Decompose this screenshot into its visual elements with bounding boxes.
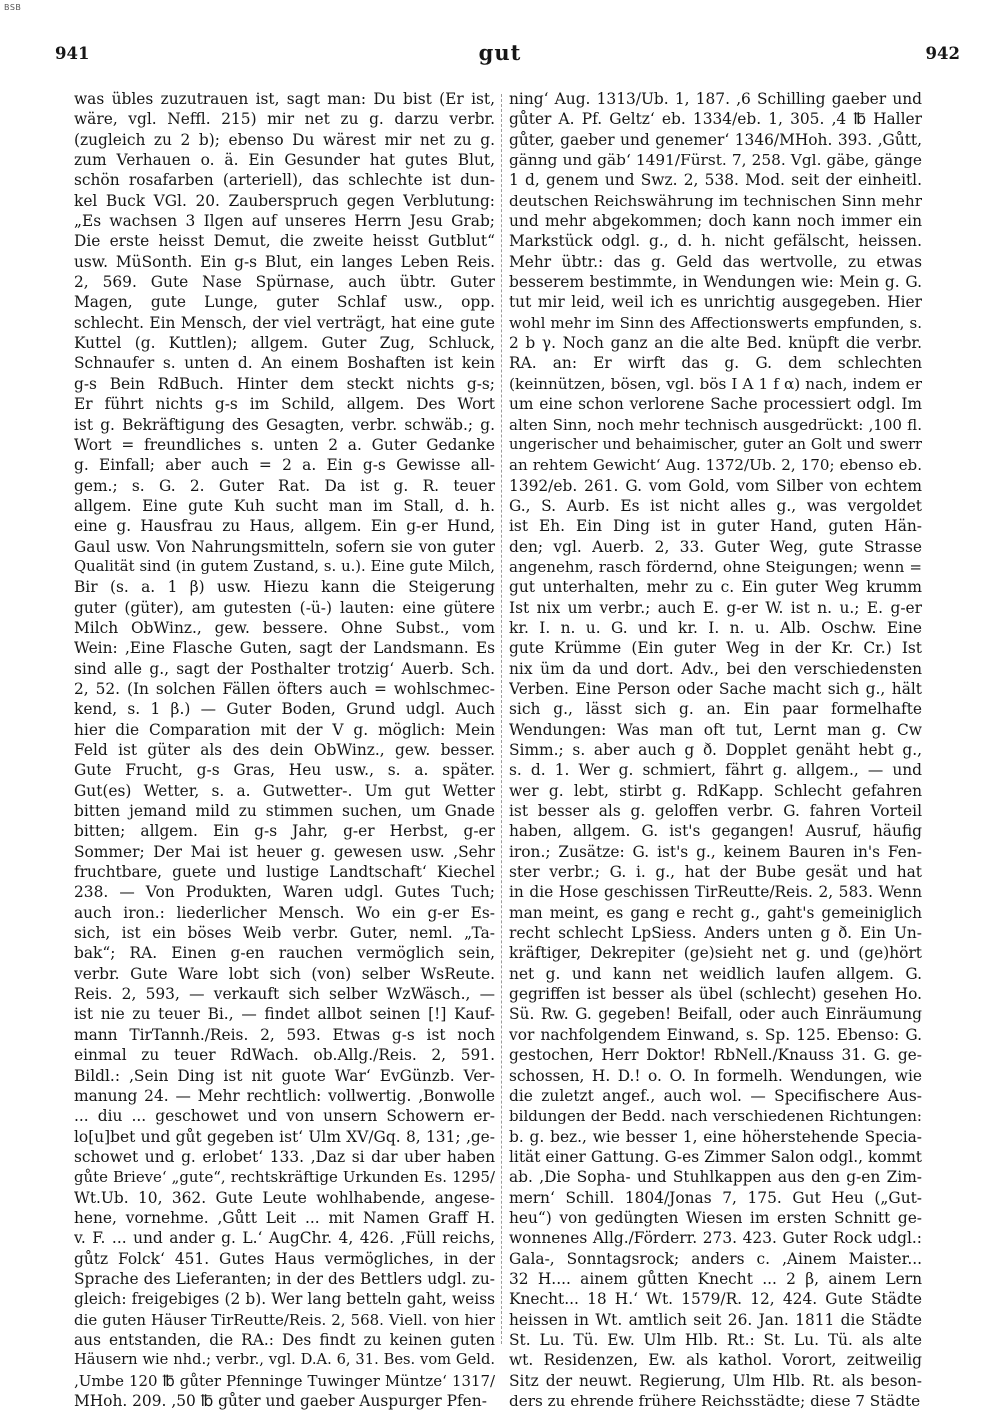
text-line: einmal zu teuer RdWach. ob.Allg./Reis. 2, 591. xyxy=(74,1046,495,1065)
text-line: ning‘ Aug. 1313/Ub. 1, 187. ‚6 Schilling gaeber und xyxy=(509,90,922,108)
text-line: heu“) von gedüngten Wiesen im ersten Schnitt ge- xyxy=(509,1208,922,1227)
running-headword: gut xyxy=(478,40,522,65)
text-line: Sprache des Lieferanten; in der des Bettlers udgl. zu- xyxy=(74,1269,495,1288)
text-line: gut unterhalten, mehr zu c. Ein guter Weg krumm xyxy=(509,578,922,597)
text-line: manung 24. — Mehr rechtlich: vollwertig. ‚Bonwolle xyxy=(74,1086,495,1105)
text-line: gůte Brieve‘ „gute“, rechtskräftige Urkunden Es. 1295/ xyxy=(74,1168,495,1187)
text-line: aus entstanden, die RA.: Des findt zu keinen guten xyxy=(74,1330,495,1349)
text-line: um eine schon verlorene Sache processiert odgl. Im xyxy=(509,395,922,414)
text-line: „Es wachsen 3 Ilgen auf unseres Herrn Jesu Grab; xyxy=(74,212,495,231)
text-line: Wendungen: Was man oft tut, Lernt man g. Cw xyxy=(509,720,922,739)
text-line: lität einer Gattung. G-es Zimmer Salon odgl., kommt xyxy=(509,1147,922,1166)
text-line: Sitz der neuwt. Regierung, Ulm Hlb. Rt. als beson- xyxy=(509,1371,922,1390)
text-line: gleich: freigebiges (2 b). Wer lang betteln gaht, weiss xyxy=(74,1290,495,1309)
text-line: sind alle g., sagt der Posthalter trotzig‘ Auerb. Sch. xyxy=(74,659,495,678)
text-line: lo[u]bet und gůt gegeben ist‘ Ulm XV/Gq. 8, 131; ‚ge- xyxy=(74,1127,495,1146)
text-line: Bildl.: ‚Sein Ding ist nit guote War‘ EvGünzb. Ver- xyxy=(74,1066,495,1085)
text-line: Milch ObWinz., gew. bessere. Ohne Subst., vom xyxy=(74,618,495,637)
text-line: (zugleich zu 2 b); ebenso Du wärest mir net zu g. xyxy=(74,130,495,149)
text-line: wer g. lebt, stirbt g. RdKapp. Schlecht gefahren xyxy=(509,781,922,800)
text-line: ster verbr.; G. i. g., hat der Bube gesät und hat xyxy=(509,863,922,882)
text-line: schowet und g. erlobet‘ 133. ‚Daz si dar uber haben xyxy=(74,1147,495,1166)
text-line: gestochen, Herr Doktor! RbNell./Knauss 31. G. ge- xyxy=(509,1046,922,1065)
text-line: den; vgl. Auerb. 2, 33. Guter Weg, gute Strasse xyxy=(509,537,922,556)
text-line: gegriffen ist besser als übel (schlecht) gesehen Ho. xyxy=(509,985,922,1004)
text-line: vor nachfolgendem Einwand, s. Sp. 125. Ebenso: G. xyxy=(509,1025,922,1044)
text-line: ... diu ... geschowet und von unsern Schowern er- xyxy=(74,1107,495,1126)
text-line: recht schlecht LpSiess. Anders unten g ð. Ein Un- xyxy=(509,924,922,943)
text-line: net g. und kann net weidlich laufen allgem. G. xyxy=(509,964,922,983)
text-line: an rehtem Gewicht‘ Aug. 1372/Ub. 2, 170; ebenso eb. xyxy=(509,456,922,475)
text-line: kr. I. n. u. G. und kr. I. n. u. Alb. Oschw. Eine xyxy=(509,618,922,637)
text-line: wt. Residenzen, Ew. als kathol. Vorort, zeitweilig xyxy=(509,1351,922,1370)
text-line: mern‘ Schill. 1804/Jonas 7, 175. Gut Heu („Gut- xyxy=(509,1188,922,1207)
text-line: heissen in Wt. amtlich seit 26. Jan. 1811 die Städte xyxy=(509,1310,922,1329)
text-line: ist Eh. Ein Ding ist in guter Hand, guten Hän- xyxy=(509,517,922,536)
text-line: eine g. Hausfrau zu Haus, allgem. Ein g-er Hund, xyxy=(74,517,495,536)
text-line: 32 H.... ainem gůtten Knecht ... 2 β, ainem Lern xyxy=(509,1269,922,1288)
text-line: gůter A. Pf. Geltz‘ eb. 1334/eb. 1, 305. ‚4 ℔ Haller xyxy=(509,110,922,129)
text-line: Schnaufer s. unten d. An einem Boshaften ist kein xyxy=(74,354,495,373)
text-line: RA. an: Er wirft das g. G. dem schlechten xyxy=(509,354,922,373)
text-line: alten Sinn, noch mehr technisch ausgedrückt: ‚100 fl. xyxy=(509,415,922,434)
column-divider xyxy=(501,94,502,1344)
text-line: allgem. Eine gute Kuh sucht man im Stall, d. h. xyxy=(74,496,495,515)
left-column xyxy=(74,89,495,1411)
page-header xyxy=(0,36,1000,64)
text-line: 2 b γ. Noch ganz an die alte Bed. knüpft die verbr. xyxy=(509,334,922,353)
text-line: kel Buck VGl. 20. Zauberspruch gegen Verblutung: xyxy=(74,191,495,210)
text-line: St. Lu. Tü. Ew. Ulm Hlb. Rt.: St. Lu. Tü. als alte xyxy=(509,1330,922,1349)
text-line: ist g. Bekräftigung des Gesagten, verbr. schwäb.; g. xyxy=(74,415,495,434)
text-line: bildungen der Bedd. nach verschiedenen Richtungen: xyxy=(509,1107,922,1126)
text-line: Wt.Ub. 10, 362. Gute Leute wohlhabende, angese- xyxy=(74,1188,495,1207)
text-line: Bir (s. a. 1 β) usw. Hiezu kann die Steigerung xyxy=(74,578,495,597)
text-line: ungerischer und behaimischer, guter an Golt und swerr xyxy=(509,436,922,453)
right-column xyxy=(509,89,922,1411)
text-line: sich, ist ein böses Weib verbr. Guter, neml. „Ta- xyxy=(74,924,495,943)
library-mark: BSB xyxy=(4,3,22,12)
text-line: fruchtbare, guete und lustige Landtschaft‘ Kiechel xyxy=(74,863,495,882)
text-line: hier die Comparation mit der V g. möglich: Mein xyxy=(74,720,495,739)
text-line: ders zu ehrende frühere Reichsstädte; diese 7 Städte xyxy=(509,1392,921,1410)
page-number-left: 941 xyxy=(55,44,90,63)
text-line: man meint, es gang e recht g., gaht's gemeiniglich xyxy=(509,903,922,922)
text-line: Kuttel (g. Kuttlen); allgem. Guter Zug, Schluck, xyxy=(74,334,495,353)
text-line: 1392/eb. 261. G. vom Gold, vom Silber von echtem xyxy=(509,476,922,495)
text-line: kräftiger, Dekrepiter (ge)sieht net g. und (ge)hört xyxy=(509,944,922,963)
text-line: bitten; allgem. Ein g-s Jahr, g-er Herbst, g-er xyxy=(74,822,495,841)
text-line: Simm.; s. aber auch g ð. Dopplet genäht hebt g., xyxy=(509,741,922,759)
text-line: auch iron.: liederlicher Mensch. Wo ein g-er Es- xyxy=(74,903,495,922)
text-line: Wein: ‚Eine Flasche Guten, sagt der Landsmann. Es xyxy=(74,639,495,658)
text-line: Markstück odgl. g., d. h. nicht gefälscht, heissen. xyxy=(509,232,922,251)
text-line: Wort = freundliches s. unten 2 a. Guter Gedanke xyxy=(74,435,495,454)
text-line: Er führt nichts g-s im Schild, allgem. Des Wort xyxy=(74,395,495,414)
text-line: Magen, gute Lunge, guter Schlaf usw., opp. xyxy=(74,293,495,312)
text-line: gem.; s. G. 2. Guter Rat. Da ist g. R. teuer xyxy=(74,476,495,495)
text-line: in die Hose geschissen TirReutte/Reis. 2, 583. Wenn xyxy=(509,883,922,902)
text-line: nix üm da und dort. Adv., bei den verschiedensten xyxy=(509,659,922,678)
text-line: verbr. Gute Ware lobt sich (von) selber WsReute. xyxy=(74,964,495,983)
text-line: Gute Frucht, g-s Gras, Heu usw., s. a. später. xyxy=(74,761,495,780)
text-line: wäre, vgl. Neffl. 215) mir net zu g. darzu verbr. xyxy=(74,110,495,129)
text-line: gůter, gaeber und genemer‘ 1346/MHoh. 393. ‚Gůtt, xyxy=(509,130,922,149)
text-line: sich g., lässt sich g. an. Ein paar formelhafte xyxy=(509,700,922,719)
text-line: deutschen Reichswährung im technischen Sinn mehr xyxy=(509,191,922,210)
text-line: Mehr übtr.: das g. Geld das wertvolle, zu etwas xyxy=(509,252,922,271)
text-line: b. g. bez., wie besser 1, eine höherstehende Specia- xyxy=(509,1127,922,1146)
text-line: 2, 569. Gute Nase Spürnase, auch übtr. Guter xyxy=(74,273,495,292)
text-line: Häusern wie nhd.; verbr., vgl. D.A. 6, 31. Bes. vom Geld. xyxy=(74,1351,495,1369)
text-line: angenehm, rasch fördernd, ohne Steigungen; wenn = xyxy=(509,557,922,576)
text-line: schossen, H. D.! o. O. In formelh. Wendungen, wie xyxy=(509,1066,922,1085)
text-line: v. F. ... und ander g. L.‘ AugChr. 4, 426. ‚Füll reichs, xyxy=(74,1229,495,1248)
text-line: mann TirTannh./Reis. 2, 593. Etwas g-s ist noch xyxy=(74,1025,495,1044)
text-line: (keinnützen, bösen, vgl. bös I A 1 f α) nach, indem er xyxy=(509,374,922,393)
text-line: 238. — Von Produkten, Waren udgl. Gutes Tuch; xyxy=(74,883,495,902)
text-line: hene, vornehme. ‚Gůtt Leit ... mit Namen Graff H. xyxy=(74,1208,495,1227)
text-line: bak“; RA. Einen g-en rauchen vermöglich sein, xyxy=(74,944,495,963)
text-line: gůtz Folck‘ 451. Gutes Haus vermögliches, in der xyxy=(74,1249,495,1268)
text-line: die zuletzt angef., auch wol. — Specifischere Aus- xyxy=(509,1086,922,1105)
text-line: ist besser als g. geloffen verbr. G. fahren Vorteil xyxy=(509,802,922,821)
text-line: Knecht... 18 H.‘ Wt. 1579/R. 12, 424. Gute Städte xyxy=(509,1290,922,1309)
text-line: bitten jemand mild zu stimmen suchen, um Gnade xyxy=(74,802,495,821)
text-line: schön rosafarben (arteriell), das schlechte ist dun- xyxy=(74,171,495,190)
text-line: tut mir leid, weil ich es unrichtig ausgegeben. Hier xyxy=(509,293,922,312)
text-line: usw. MüSonth. Ein g-s Blut, ein langes Leben Reis. xyxy=(74,252,495,271)
text-line: ist nie zu teuer Bi., — findet allbot seinen [!] Kauf- xyxy=(74,1005,495,1024)
text-line: haben, allgem. G. ist's gegangen! Ausruf, häufig xyxy=(509,822,922,841)
text-line: was übles zuzutrauen ist, sagt man: Du bist (Er ist, xyxy=(74,90,495,108)
text-line: kend, s. 1 β.) — Guter Boden, Grund udgl. Auch xyxy=(74,700,495,719)
text-line: die guten Häuser TirReutte/Reis. 2, 568. Viell. von hier xyxy=(74,1310,495,1329)
text-line: wohl mehr im Sinn des Affectionswerts empfunden, s. xyxy=(509,313,922,332)
text-line: Sommer; Der Mai ist heuer g. gewesen usw. ‚Sehr xyxy=(74,842,495,861)
text-line: guter (güter), am gutesten (-ü-) lauten: eine gütere xyxy=(74,598,495,617)
text-line: Sü. Rw. G. gegeben! Beifall, oder auch Einräumung xyxy=(509,1005,922,1024)
text-line: Feld ist güter als des dein ObWinz., gew. besser. xyxy=(74,741,495,759)
text-line: iron.; Zusätze: G. ist's g., keinem Bauren in's Fen- xyxy=(509,842,922,861)
text-line: Gala-, Sonntagsrock; anders c. ‚Ainem Maister... xyxy=(509,1249,922,1268)
text-line: s. d. 1. Wer g. schmiert, fährt g. allgem., — und xyxy=(509,761,922,780)
text-line: besserem bestimmte, in Wendungen wie: Mein g. G. xyxy=(509,273,922,292)
text-line: gänng und gäb‘ 1491/Fürst. 7, 258. Vgl. gäbe, gänge xyxy=(509,151,922,170)
text-line: Gaul usw. Von Nahrungsmitteln, sofern sie von guter xyxy=(74,537,495,556)
text-line: 1 d, genem und Swz. 2, 538. Mod. seit der einheitl. xyxy=(509,171,922,190)
text-line: und mehr abgekommen; doch kann noch immer ein xyxy=(509,212,922,231)
text-line: Verben. Eine Person oder Sache macht sich g., hält xyxy=(509,679,922,698)
text-line: Ist nix um verbr.; auch E. g-er W. ist n. u.; E. g-er xyxy=(509,598,922,617)
text-line: Gut(es) Wetter, s. a. Gutwetter-. Um gut Wetter xyxy=(74,781,495,800)
text-line: ‚Umbe 120 ℔ gůter Pfenninge Tuwinger Müntze‘ 1317/ xyxy=(74,1371,495,1390)
text-line: gute Krümme (Ein guter Weg in der Kr. Cr.) Ist xyxy=(509,639,922,658)
text-line: schlecht. Ein Mensch, der viel verträgt, hat eine gute xyxy=(74,313,495,332)
text-line: 2, 52. (In solchen Fällen öfters auch = wohlschmec- xyxy=(74,679,495,698)
text-line: G., S. Aurb. Es ist nicht alles g., was vergoldet xyxy=(509,496,922,515)
text-line: Qualität sind (in gutem Zustand, s. u.). Eine gute Milch, xyxy=(74,557,495,575)
text-line: g. Einfall; aber auch = 2 a. Ein g-s Gewisse all- xyxy=(74,456,495,475)
text-line: MHoh. 209. ‚50 ℔ gůter und gaeber Auspurger Pfen- xyxy=(74,1392,487,1410)
text-line: ab. ‚Die Sopha- und Stuhlkappen aus den g-en Zim- xyxy=(509,1168,922,1187)
text-line: zum Verhauen o. ä. Ein Gesunder hat gutes Blut, xyxy=(74,151,495,170)
text-line: g-s Bein RdBuch. Hinter dem steckt nichts g-s; xyxy=(74,374,495,393)
text-line: wonnenes Allg./Förderr. 273. 423. Guter Rock udgl.: xyxy=(509,1229,922,1248)
page-number-right: 942 xyxy=(925,44,960,63)
text-line: Reis. 2, 593, — verkauft sich selber WzWäsch., — xyxy=(74,985,495,1004)
text-line: Die erste heisst Demut, die zweite heisst Gutblut“ xyxy=(74,232,495,251)
